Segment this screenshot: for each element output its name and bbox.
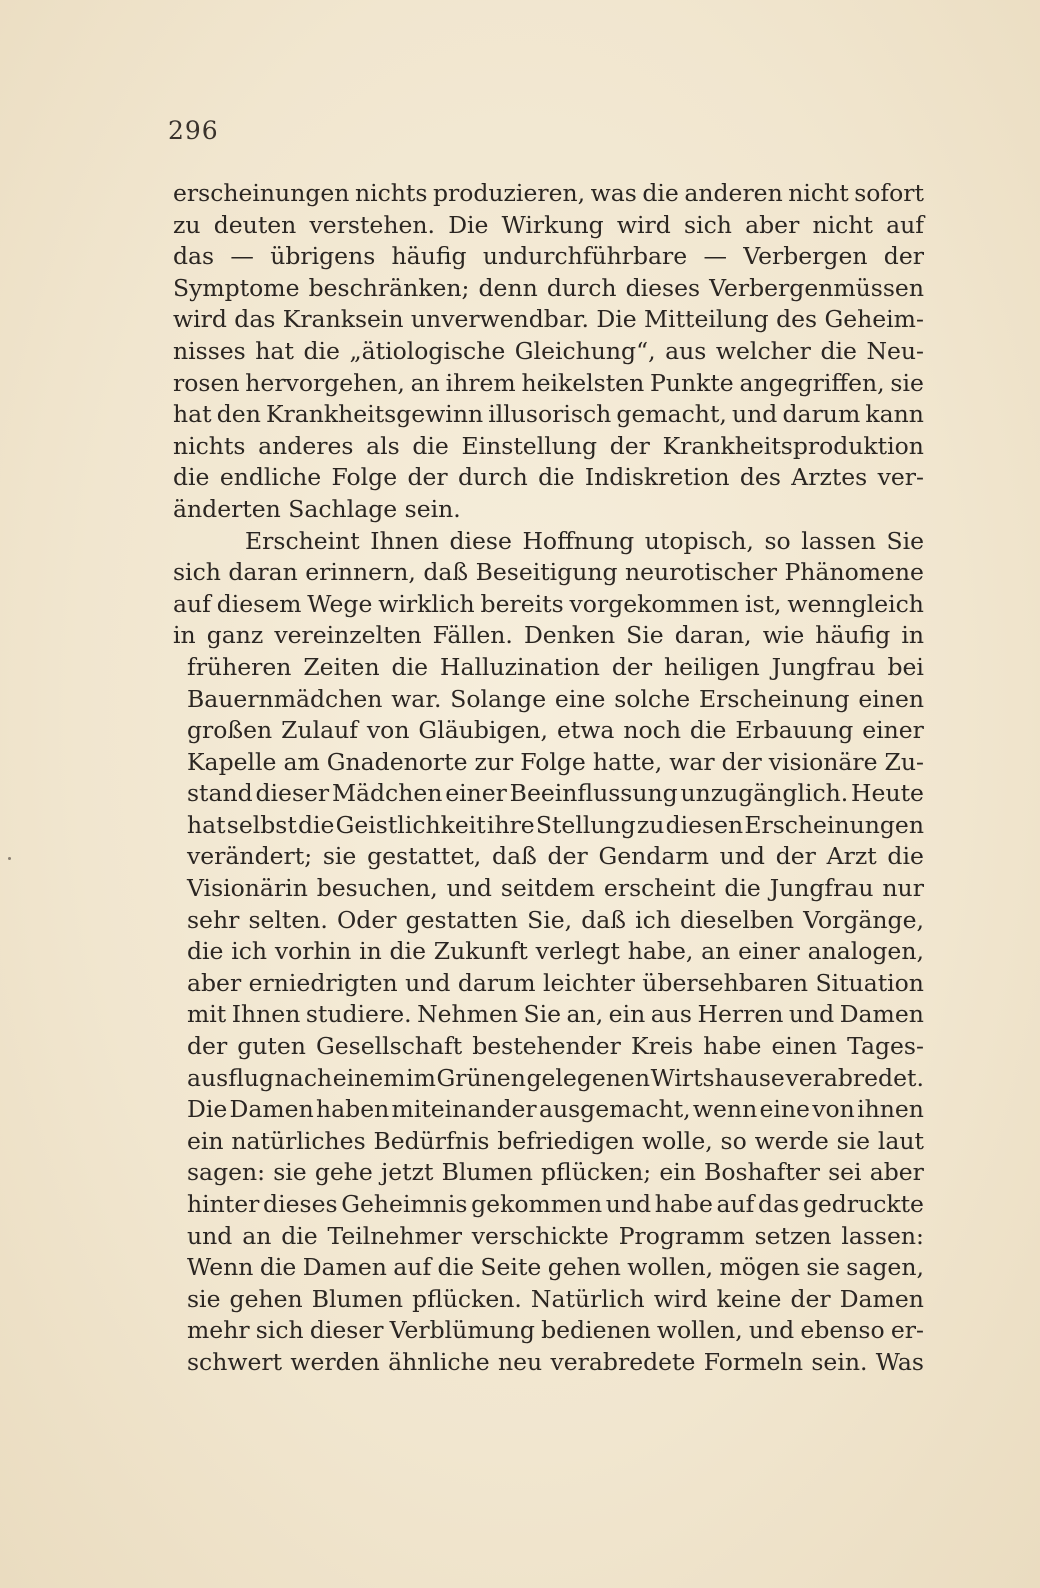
text-line: verändert; sie gestattet, daß der Gendarm und der Arzt die: [187, 842, 924, 871]
text-line: sich daran erinnern, daß Beseitigung neurotischer Phänomene: [173, 558, 924, 587]
text-line: früheren Zeiten die Halluzination der heiligen Jungfrau bei: [187, 652, 924, 681]
text-line: Symptome beschränken; denn durch dieses Verbergenmüssen: [173, 273, 924, 302]
text-line: Bauernmädchen war. Solange eine solche Erscheinung einen: [187, 684, 924, 713]
text-line: der guten Gesellschaft bestehender Kreis habe einen Tages-: [187, 1032, 924, 1061]
text-line: änderten Sachlage sein.: [173, 494, 461, 523]
text-line: ein natürliches Bedürfnis befriedigen wolle, so werde sie laut: [187, 1126, 924, 1155]
text-line: Erscheint Ihnen diese Hoffnung utopisch, so lassen Sie: [245, 526, 924, 555]
text-line: zu deuten verstehen. Die Wirkung wird sich aber nicht auf: [173, 210, 924, 239]
text-line: Die Damen haben miteinander ausgemacht, wenn eine von ihnen: [187, 1095, 924, 1124]
body-text: [173, 178, 924, 1379]
text-line: die endliche Folge der durch die Indiskretion des Arztes ver-: [173, 463, 924, 492]
text-line: erscheinungen nichts produzieren, was die anderen nicht sofort: [173, 179, 924, 207]
text-line: Kapelle am Gnadenorte zur Folge hatte, war der visionäre Zu-: [187, 747, 924, 776]
text-line: die ich vorhin in die Zukunft verlegt habe, an einer analogen,: [187, 937, 924, 966]
text-line: hinter dieses Geheimnis gekommen und habe auf das gedruckte: [187, 1190, 924, 1218]
text-line: das — übrigens häufig undurchführbare — Verbergen der: [173, 242, 924, 271]
text-line: stand dieser Mädchen einer Beeinflussung unzugänglich. Heute: [187, 779, 924, 808]
text-line: Visionärin besuchen, und seitdem erscheint die Jungfrau nur: [187, 874, 924, 903]
text-line: aber erniedrigten und darum leichter übersehbaren Situation: [187, 968, 924, 997]
text-line: sie gehen Blumen pflücken. Natürlich wird keine der Damen: [187, 1284, 924, 1313]
text-line: wird das Kranksein unverwendbar. Die Mitteilung des Geheim-: [173, 305, 924, 334]
text-line: nisses hat die „ätiologische Gleichung“, aus welcher die Neu-: [173, 336, 924, 365]
text-line: und an die Teilnehmer verschickte Programm setzen lassen:: [187, 1221, 924, 1250]
text-line: rosen hervorgehen, an ihrem heikelsten Punkte angegriffen, sie: [173, 368, 924, 397]
text-line: auf diesem Wege wirklich bereits vorgekommen ist, wenngleich: [173, 589, 924, 618]
text-line: hat selbst die Geistlichkeit ihre Stellung zu diesen Erscheinungen: [187, 810, 924, 839]
text-line: mehr sich dieser Verblümung bedienen wollen, und ebenso er-: [187, 1316, 924, 1345]
text-line: großen Zulauf von Gläubigen, etwa noch die Erbauung einer: [187, 716, 924, 745]
text-line: hat den Krankheitsgewinn illusorisch gemacht, und darum kann: [173, 400, 924, 429]
page-number: 296: [168, 116, 219, 145]
text-line: sehr selten. Oder gestatten Sie, daß ich dieselben Vorgänge,: [187, 905, 924, 934]
text-line: Wenn die Damen auf die Seite gehen wollen, mögen sie sagen,: [187, 1253, 924, 1282]
paper-speck: [8, 857, 11, 860]
text-line: schwert werden ähnliche neu verabredete Formeln sein. Was: [187, 1347, 924, 1376]
text-line: sagen: sie gehe jetzt Blumen pflücken; ein Boshafter sei aber: [187, 1158, 924, 1187]
text-line: mit Ihnen studiere. Nehmen Sie an, ein aus Herren und Damen: [187, 1000, 924, 1029]
text-line: in ganz vereinzelten Fällen. Denken Sie daran, wie häufig in: [173, 621, 924, 650]
text-line: nichts anderes als die Einstellung der Krankheitsproduktion: [173, 431, 924, 460]
text-line: ausflug nach einem im Grünen gelegenen Wirtshause verabredet.: [187, 1063, 924, 1092]
